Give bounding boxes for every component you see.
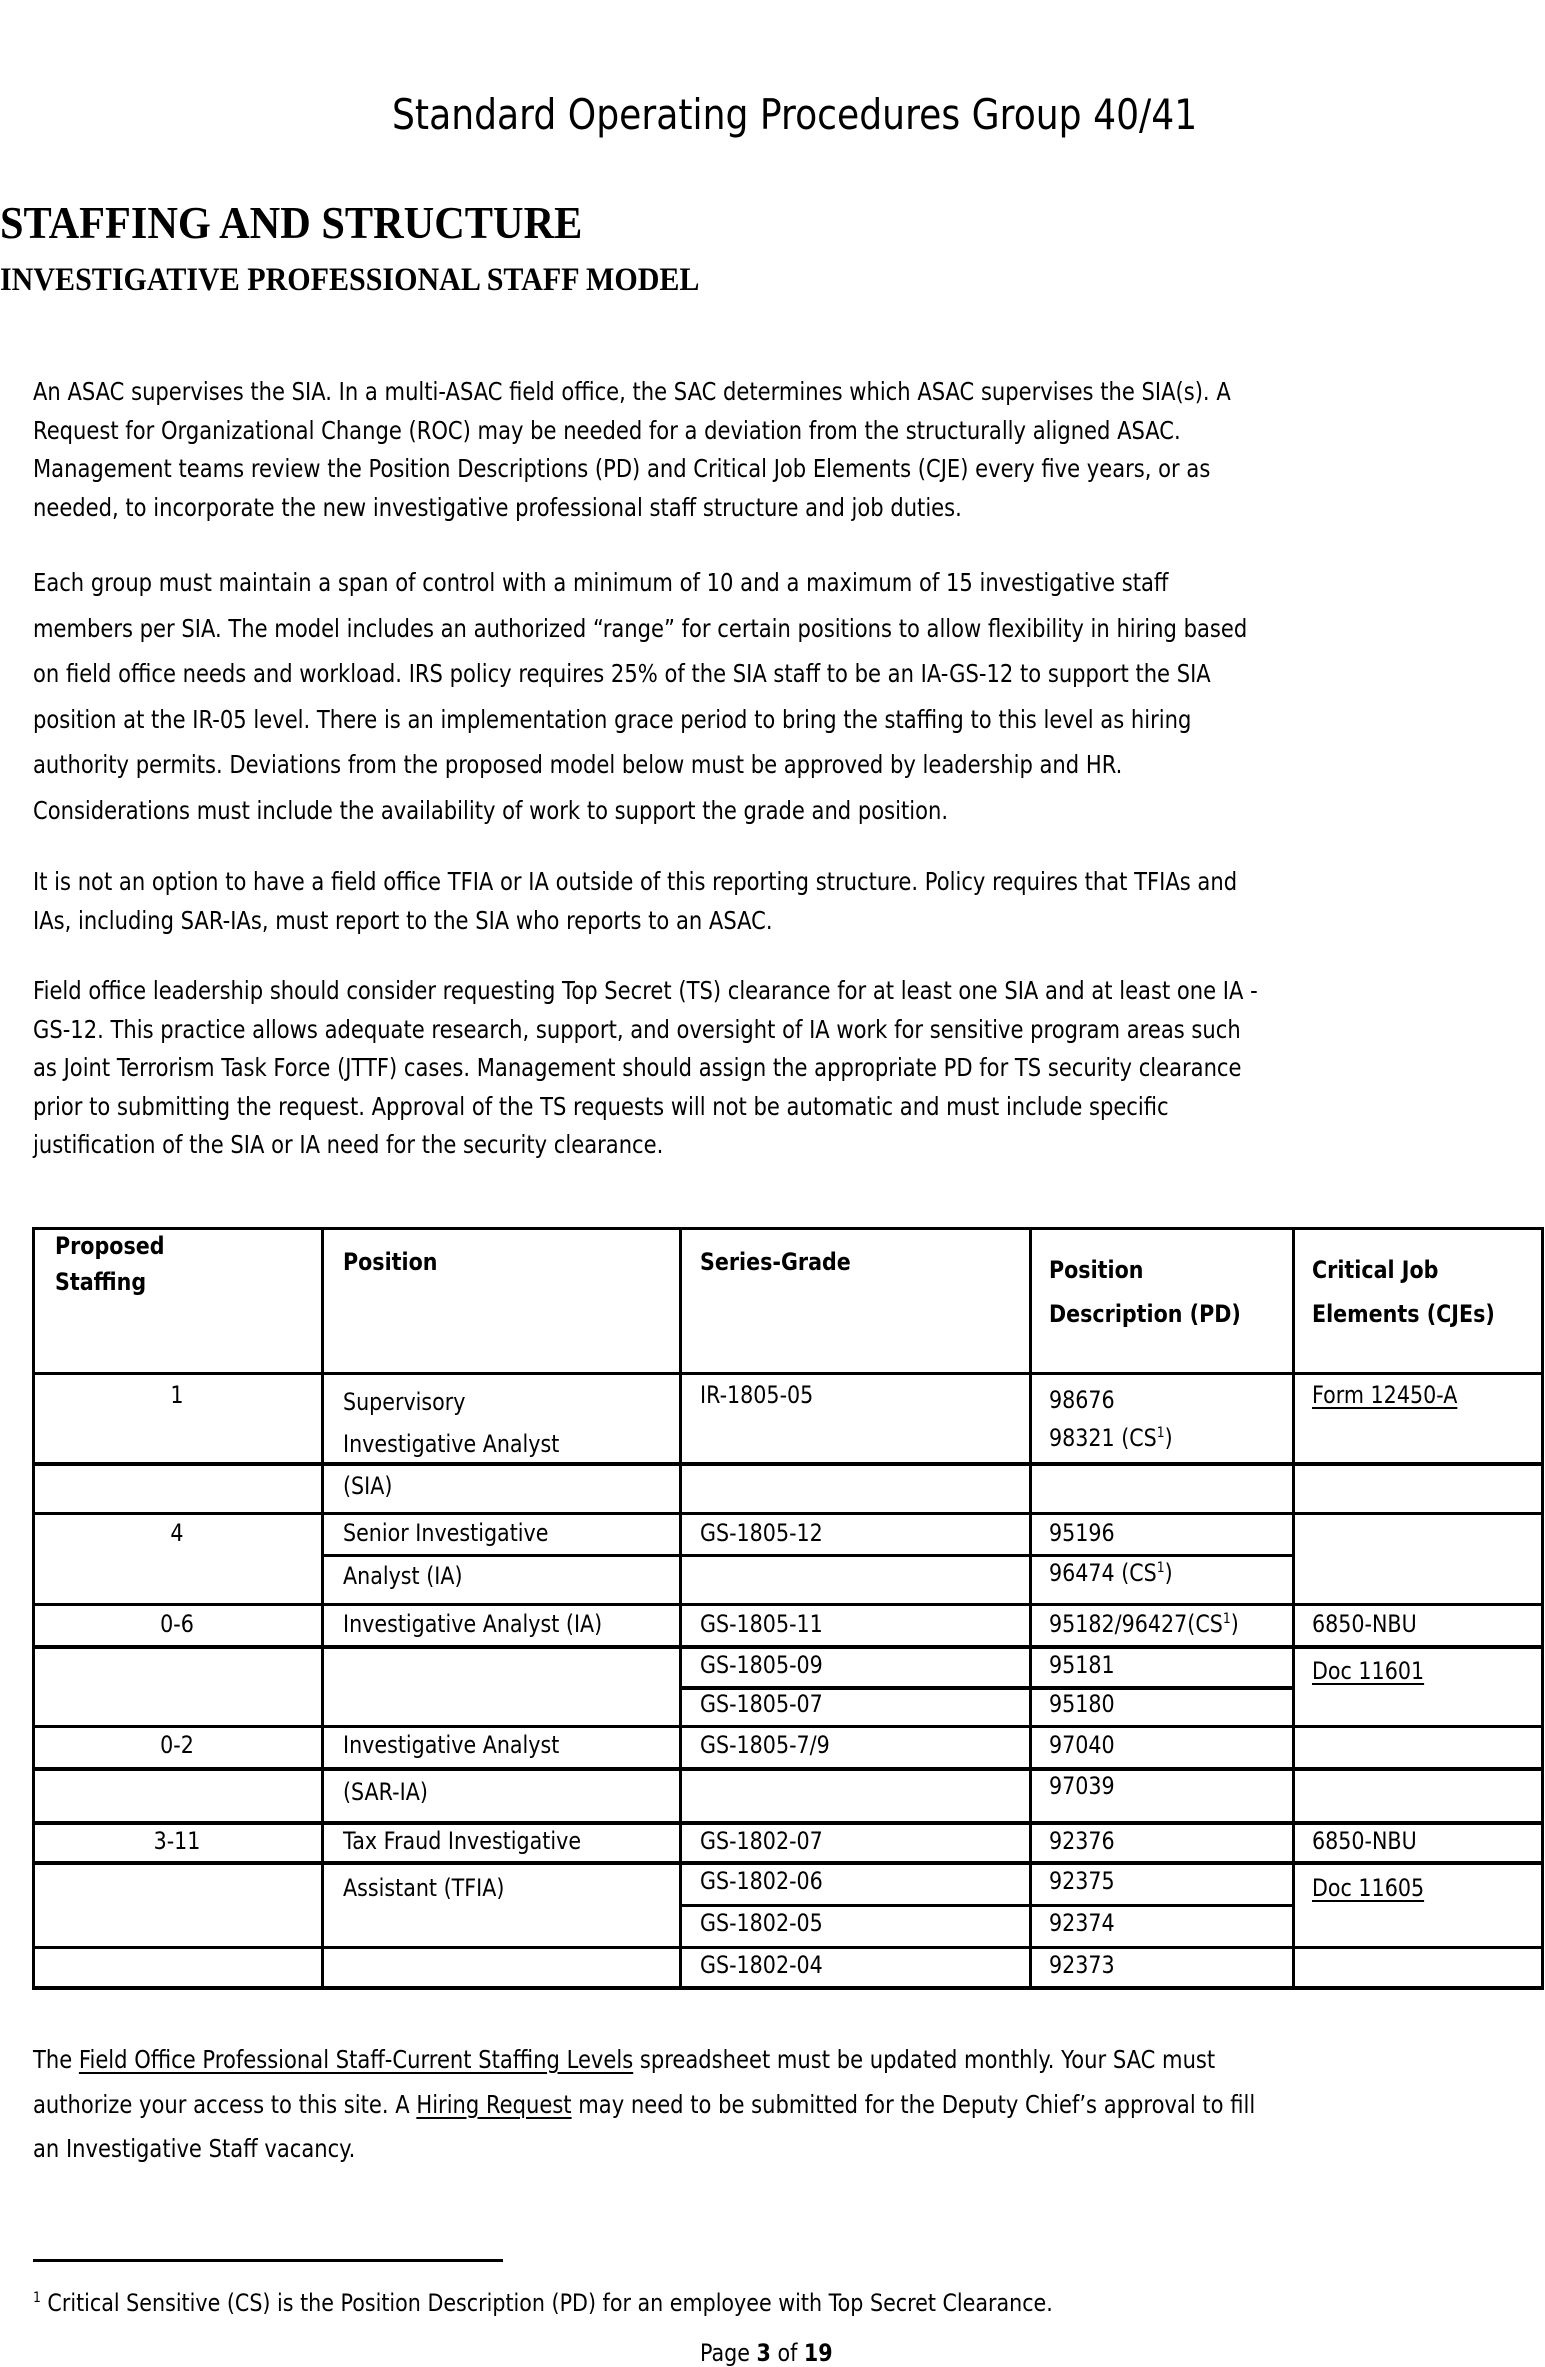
cell-series-grade: GS-1802-04 <box>700 1951 823 1979</box>
cell-position: Tax Fraud Investigative <box>343 1827 582 1855</box>
text-line: on field office needs and workload. IRS policy requires 25% of the SIA staff to be an IA-GS-12 to support the SIA <box>33 659 1211 688</box>
cell-position: Investigative Analyst (IA) <box>343 1610 603 1638</box>
page-label: of <box>770 2339 804 2367</box>
page-label: Page <box>700 2339 757 2367</box>
header-position-description <box>1049 1248 1241 1336</box>
footnote-reference[interactable]: 1 <box>1156 1425 1165 1441</box>
table-row-divider <box>32 1861 1544 1865</box>
table-column-divider <box>321 1227 324 1989</box>
text: authorize your access to this site. A <box>33 2089 417 2119</box>
cell-series-grade: IR-1805-05 <box>700 1381 814 1409</box>
text-line: prior to submitting the request. Approval of the TS requests will not be automatic and must include specific <box>33 1091 1169 1121</box>
header-position: Position <box>343 1248 438 1276</box>
link-hiring-request[interactable]: Hiring Request <box>416 2089 572 2119</box>
table-row-divider <box>32 1462 1544 1466</box>
table-column-divider <box>679 1227 682 1989</box>
paragraph-reporting-structure <box>33 863 1319 940</box>
page-number <box>700 2339 833 2367</box>
text-line: Request for Organizational Change (ROC) may be needed for a deviation from the structurally aligned ASAC. <box>33 415 1181 445</box>
table-border <box>32 1227 1544 1230</box>
header-text: Proposed <box>55 1232 165 1260</box>
cell-staffing: 0-6 <box>160 1610 194 1638</box>
pd-text: 98321 (CS <box>1049 1424 1157 1452</box>
cell-pd: 95180 <box>1049 1690 1115 1718</box>
footnote-reference[interactable]: 1 <box>1156 1560 1165 1576</box>
text-line: GS-12. This practice allows adequate research, support, and oversight of IA work for sensitive program areas such <box>33 1014 1241 1044</box>
footnote-reference[interactable]: 1 <box>1222 1611 1231 1627</box>
cell-position: Assistant (TFIA) <box>343 1874 505 1902</box>
page-total: 19 <box>803 2339 833 2367</box>
table-border <box>32 1227 35 1989</box>
text-line: Field office leadership should consider requesting Top Secret (TS) clearance for at least one SIA and at least one IA - <box>33 976 1258 1005</box>
table-row-divider <box>32 1512 1544 1515</box>
header-series-grade: Series-Grade <box>700 1248 851 1276</box>
table-subrow-divider <box>321 1554 1294 1557</box>
cell-series-grade: GS-1805-7/9 <box>700 1731 830 1759</box>
cell-cje: 6850-NBU <box>1312 1827 1417 1855</box>
cell-pd: 92373 <box>1049 1951 1115 1979</box>
table-subrow-divider <box>679 1904 1294 1907</box>
cell-text: Investigative Analyst <box>343 1430 560 1458</box>
text-line <box>33 2038 1319 2083</box>
footnote <box>33 2289 1053 2317</box>
cell-position: Investigative Analyst <box>343 1731 560 1759</box>
header-proposed-staffing <box>55 1228 165 1300</box>
table-border <box>1541 1227 1544 1989</box>
cell-pd: 97039 <box>1049 1772 1115 1800</box>
paragraph-staffing-levels <box>33 2038 1319 2172</box>
footnote-text: Critical Sensitive (CS) is the Position Description (PD) for an employee with Top Secret Clearance. <box>40 2289 1053 2317</box>
cell-pd: 92374 <box>1049 1909 1115 1937</box>
cell-text <box>1049 1419 1173 1457</box>
text-line: needed, to incorporate the new investigative professional staff structure and job duties. <box>33 492 962 522</box>
text-line: members per SIA. The model includes an authorized “range” for certain positions to allow flexibility in hiring based <box>33 613 1248 643</box>
cell-series-grade: GS-1805-07 <box>700 1690 823 1718</box>
cell-position: Senior Investigative <box>343 1519 549 1547</box>
cell-pd <box>1049 1381 1173 1457</box>
paragraph-span-of-control <box>33 560 1319 833</box>
footnote-marker: 1 <box>33 2290 41 2306</box>
header-text: Position <box>1049 1256 1144 1284</box>
table-row-divider <box>32 1821 1544 1825</box>
cell-pd: 97040 <box>1049 1731 1115 1759</box>
text-line: an Investigative Staff vacancy. <box>33 2134 356 2163</box>
cell-pd: 92376 <box>1049 1827 1115 1855</box>
link-doc-11605[interactable]: Doc 11605 <box>1312 1874 1425 1902</box>
cell-pd <box>1049 1610 1239 1638</box>
text-line: justification of the SIA or IA need for the security clearance. <box>33 1130 664 1159</box>
pd-text: 95182/96427(CS <box>1049 1610 1223 1638</box>
table-row-divider <box>32 1603 1544 1606</box>
document-header-title: Standard Operating Procedures Group 40/41 <box>392 90 1198 139</box>
pd-text: ) <box>1230 1610 1239 1638</box>
text-line: authority permits. Deviations from the proposed model below must be approved by leadership and HR. <box>33 750 1123 779</box>
header-text: Staffing <box>55 1268 147 1296</box>
text-line: Management teams review the Position Descriptions (PD) and Critical Job Elements (CJE) every five years, or as <box>33 454 1211 483</box>
text: The <box>33 2045 79 2074</box>
table-column-divider <box>1292 1227 1295 1989</box>
cell-series-grade: GS-1802-06 <box>700 1867 823 1895</box>
text-line: position at the IR-05 level. There is an implementation grace period to bring the staffing to this level as hiring <box>33 704 1192 734</box>
header-text: Elements (CJEs) <box>1312 1300 1495 1328</box>
cell-pd: 92375 <box>1049 1867 1115 1895</box>
page-current: 3 <box>756 2339 771 2367</box>
table-row-divider <box>32 1725 1544 1728</box>
pd-text: ) <box>1164 1424 1173 1452</box>
text-line: An ASAC supervises the SIA. In a multi-ASAC field office, the SAC determines which ASAC supervises the SIA(s). A <box>33 377 1231 406</box>
text-line <box>33 2083 1319 2128</box>
table-border <box>32 1986 1544 1990</box>
section-heading: STAFFING AND STRUCTURE <box>0 197 583 248</box>
text: spreadsheet must be updated monthly. Your SAC must <box>633 2045 1216 2074</box>
paragraph-ts-clearance <box>33 972 1319 1165</box>
link-doc-11601[interactable]: Doc 11601 <box>1312 1657 1425 1685</box>
cell-text: 98676 <box>1049 1386 1115 1414</box>
cell-pd <box>1049 1559 1173 1587</box>
cell-series-grade: GS-1802-05 <box>700 1909 823 1937</box>
cell-staffing: 1 <box>170 1381 184 1409</box>
cell-pd: 95196 <box>1049 1519 1115 1547</box>
text-line: Considerations must include the availability of work to support the grade and position. <box>33 795 949 825</box>
cell-series-grade: GS-1805-12 <box>700 1519 823 1547</box>
cell-position: Analyst (IA) <box>343 1562 463 1590</box>
cell-cje: 6850-NBU <box>1312 1610 1417 1638</box>
link-current-staffing-levels[interactable]: Field Office Professional Staff-Current Staffing Levels <box>78 2045 634 2074</box>
paragraph-supervision <box>33 373 1319 527</box>
pd-text: ) <box>1164 1559 1173 1587</box>
pd-text: 96474 (CS <box>1049 1559 1157 1587</box>
footnote-separator <box>33 2259 503 2262</box>
cell-pd: 95181 <box>1049 1651 1115 1679</box>
cell-series-grade: GS-1805-11 <box>700 1610 823 1638</box>
text-line: IAs, including SAR-IAs, must report to the SIA who reports to an ASAC. <box>33 905 773 935</box>
cell-text: Supervisory <box>343 1388 466 1416</box>
subsection-heading: INVESTIGATIVE PROFESSIONAL STAFF MODEL <box>0 262 700 298</box>
cell-series-grade: GS-1805-09 <box>700 1651 823 1679</box>
header-text: Critical Job <box>1312 1256 1439 1284</box>
text-line: as Joint Terrorism Task Force (JTTF) cases. Management should assign the appropriate PD for TS security clearance <box>33 1053 1242 1082</box>
table-row-divider <box>32 1946 1544 1949</box>
cell-staffing: 3-11 <box>153 1827 201 1855</box>
cell-series-grade: GS-1802-07 <box>700 1827 823 1855</box>
text-line: It is not an option to have a field office TFIA or IA outside of this reporting structure. Policy requires that TFIAs and <box>33 867 1238 896</box>
cell-position <box>343 1381 559 1465</box>
cell-position: (SAR-IA) <box>343 1778 428 1806</box>
header-text: Description (PD) <box>1049 1300 1241 1328</box>
header-critical-job-elements <box>1312 1248 1495 1336</box>
table-row-divider <box>32 1645 1544 1649</box>
table-row-divider <box>32 1372 1544 1375</box>
link-form-12450-a[interactable]: Form 12450-A <box>1312 1381 1458 1409</box>
text: may need to be submitted for the Deputy Chief’s approval to fill <box>571 2089 1256 2119</box>
cell-position: (SIA) <box>343 1472 393 1500</box>
table-row-divider <box>32 1767 1544 1771</box>
cell-staffing: 0-2 <box>160 1731 194 1759</box>
table-column-divider <box>1029 1227 1032 1989</box>
cell-staffing: 4 <box>170 1519 184 1547</box>
text-line: Each group must maintain a span of control with a minimum of 10 and a maximum of 15 investigative staff <box>33 568 1169 597</box>
